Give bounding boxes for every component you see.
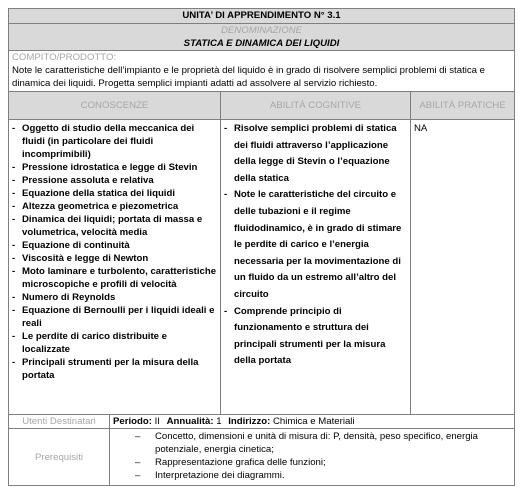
compito-text: Note le caratteristiche dell’impianto e le proprietà del liquido è in grado di risolvere semplici problemi di statica e dinamica dei liquidi. Progetta semplici impianti adatti ad assolvere al servizio richiesto. [12, 65, 485, 89]
indirizzo-label: Indirizzo: [228, 416, 271, 427]
denominazione-label: DENOMINAZIONE [220, 25, 303, 36]
list-item: - Altezza geometrica e piezometrica [12, 200, 217, 213]
list-item: - Equazione di continuità [12, 239, 217, 252]
title-row [9, 9, 515, 24]
periodo-value: II [154, 416, 160, 427]
abilita-pratiche-cell: NA [411, 120, 515, 415]
list-item: - Moto laminare e turbolento, caratteristiche microscopiche e profili di velocità [12, 265, 217, 291]
denominazione-row [9, 24, 515, 51]
denominazione-value: STATICA E DINAMICA DEI LIQUIDI [183, 38, 340, 49]
list-item: - Equazione di Bernoulli per i liquidi ideali e reali [12, 304, 217, 330]
prerequisiti-cell [110, 429, 515, 486]
list-item: – Interpretazione dei diagrammi. [135, 469, 511, 482]
list-item: - Oggetto di studio della meccanica dei fluidi (in particolare dei fluidi incomprimibili) [12, 122, 217, 161]
unit-title: UNITA’ DI APPRENDIMENTO N° 3.1 [9, 9, 515, 24]
conoscenze-list [12, 122, 217, 382]
col-head-abilita-pratiche: ABILITÀ PRATICHE [411, 92, 515, 120]
list-item: - Principali strumenti per la misura della portata [12, 356, 217, 382]
list-item: - Viscosità e legge di Newton [12, 252, 217, 265]
list-item: - Note le caratteristiche del circuito e delle tubazioni e il regime fluidodinamico, è in grado di stimare le perdite di carico e l’energia necessaria per la movimentazione di un fluido da un estremo all’altro del circuito [224, 187, 407, 303]
list-item: - Pressione assoluta e relativa [12, 174, 217, 187]
indirizzo-value: Chimica e Materiali [272, 416, 355, 427]
compito-label: COMPITO/PRODOTTO: [12, 52, 117, 63]
utenti-row [9, 415, 515, 429]
col-head-conoscenze: CONOSCENZE [9, 92, 221, 120]
list-item: – Concetto, dimensioni e unità di misura di: P, densità, peso specifico, energia potenziale, energia cinetica; [135, 430, 511, 456]
column-header-row [9, 92, 515, 120]
list-item: - Dinamica dei liquidi; portata di massa e volumetrica, velocità media [12, 213, 217, 239]
denominazione-cell [9, 24, 515, 51]
abilita-cognitive-list [224, 121, 407, 370]
compito-cell [9, 51, 515, 92]
learning-unit-table [8, 8, 515, 486]
list-item: - Le perdite di carico distribuite e localizzate [12, 330, 217, 356]
prerequisiti-row [9, 429, 515, 486]
abilita-cognitive-cell [221, 120, 411, 415]
list-item: - Comprende principio di funzionamento e struttura dei principali strumenti per la misura della portata [224, 304, 407, 370]
conoscenze-cell [9, 120, 221, 415]
list-item: - Pressione idrostatica e legge di Stevin [12, 161, 217, 174]
periodo-label: Periodo: [113, 416, 152, 427]
content-row [9, 120, 515, 415]
annualita-label: Annualità: [166, 416, 214, 427]
prerequisiti-list [113, 430, 511, 482]
list-item: – Rappresentazione grafica delle funzioni; [135, 456, 511, 469]
list-item: - Numero di Reynolds [12, 291, 217, 304]
list-item: - Risolve semplici problemi di statica dei fluidi attraverso l’applicazione della legge di Stevin o l’equazione della statica [224, 121, 407, 187]
annualita-value: 1 [216, 416, 222, 427]
utenti-cell [110, 415, 515, 429]
compito-row [9, 51, 515, 92]
prerequisiti-label: Prerequisiti [9, 429, 110, 486]
col-head-abilita-cognitive: ABILITÀ COGNITIVE [221, 92, 411, 120]
utenti-label: Utenti Destinatari [9, 415, 110, 429]
list-item: - Equazione della statica dei liquidi [12, 187, 217, 200]
